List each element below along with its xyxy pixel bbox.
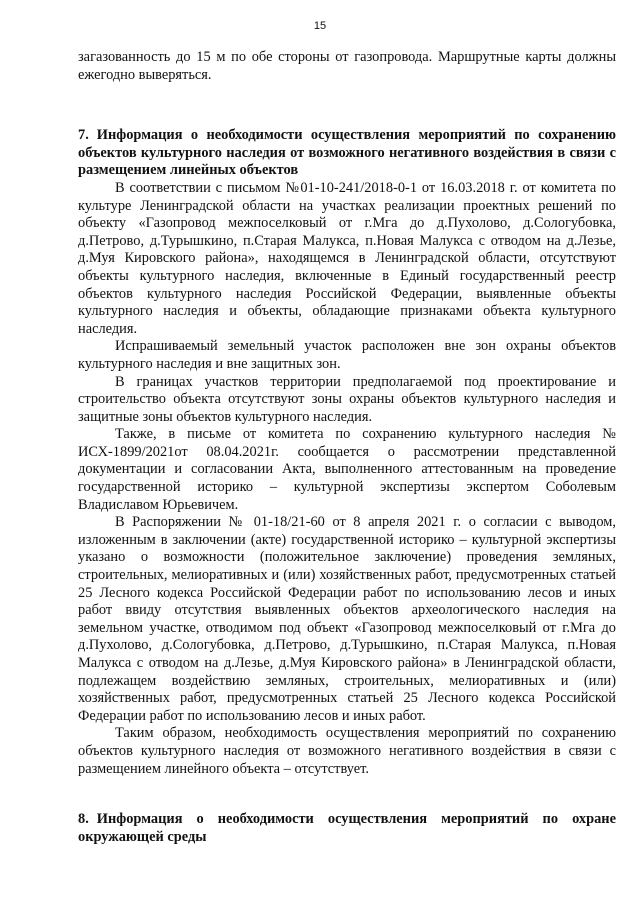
section-7-paragraph-3: В границах участков территории предполагаемой под проектирование и строительство объекта отсутствуют зоны охраны объектов культурного наследия и защитные зоны объектов культурного наследия. [78,373,616,425]
section-7-paragraph-2: Испрашиваемый земельный участок расположен вне зон охраны объектов культурного наследия и вне защитных зон. [78,338,616,372]
section-7-paragraph-6: Таким образом, необходимость осуществления мероприятий по сохранению объектов культурного наследия от возможного негативного воздействия в связи с размещением линейного объекта – отсутствует. [78,725,616,777]
page-number: 15 [313,20,327,32]
section-8-number: 8. [78,811,89,828]
intro-paragraph: загазованность до 15 м по обе стороны от газопровода. Маршрутные карты должны ежегодно выверяться. [78,49,616,83]
section-7-paragraph-5: В Распоряжении № 01-18/21-60 от 8 апреля 2021 г. о согласии с выводом, изложенным в заключении (акте) государственной историко – культурной экспертизы указано о возможности (положительное заключение) проведения земляных, строительных, мелиоративных и (или) хозяйственных работ, предусмотренных статьей 25 Лесного кодекса Российской Федерации работ по использованию лесов и иных работ ввиду отсутствия выявленных объектов археологического наследия на земельном участке, отводимом под объект «Газопровод межпоселковый от г.Мга до д.Пухолово, д.Сологубовка, д.Петрово, д.Турышкино, п.Старая Малукса, п.Новая Малукса с отводом на д.Лезье, д.Муя Кировского района» в Ленинградской области, подлежащем воздействию земляных, строительных, мелиоративных и (или) хозяйственных работ, предусмотренных статьей 25 Лесного кодекса Российской Федерации работ по использованию лесов и иных работ. [78,514,616,724]
section-7-title: Информация о необходимости осуществления мероприятий по сохранению объектов культурного наследия от возможного негативного воздействия в связи с размещением линейных объектов [78,127,616,179]
section-8-title: Информация о необходимости осуществления мероприятий по охране окружающей среды [78,811,616,845]
section-7-paragraph-4: Также, в письме от комитета по сохранению культурного наследия № ИСХ-1899/2021от 08.04.2021г. сообщается о рассмотрении представленной документации и согласовании Акта, выполненного аттестованным на проведение государственной историко – культурной экспертизы экспертом Соболевым Владиславом Юрьевичем. [78,426,616,513]
section-7-paragraph-1: В соответствии с письмом №01-10-241/2018-0-1 от 16.03.2018 г. от комитета по культуре Ленинградской области на участках реализации проектных решений по объекту «Газопровод межпоселковый от г.Мга до д.Пухолово, д.Сологубовка, д.Петрово, д.Турышкино, п.Старая Малукса, п.Новая Малукса с отводом на д.Лезье, д.Муя Кировского района», находящемся в Ленинградской области, отсутствуют объекты культурного наследия, включенные в Единый государственный реестр объектов культурного наследия Российской Федерации, выявленные объекты культурного наследия и объекты, обладающие признаками объекта культурного наследия. [78,179,616,337]
section-7-heading [78,127,616,180]
section-8-heading [78,811,616,846]
section-7-number: 7. [78,127,89,144]
document-body [78,49,616,846]
